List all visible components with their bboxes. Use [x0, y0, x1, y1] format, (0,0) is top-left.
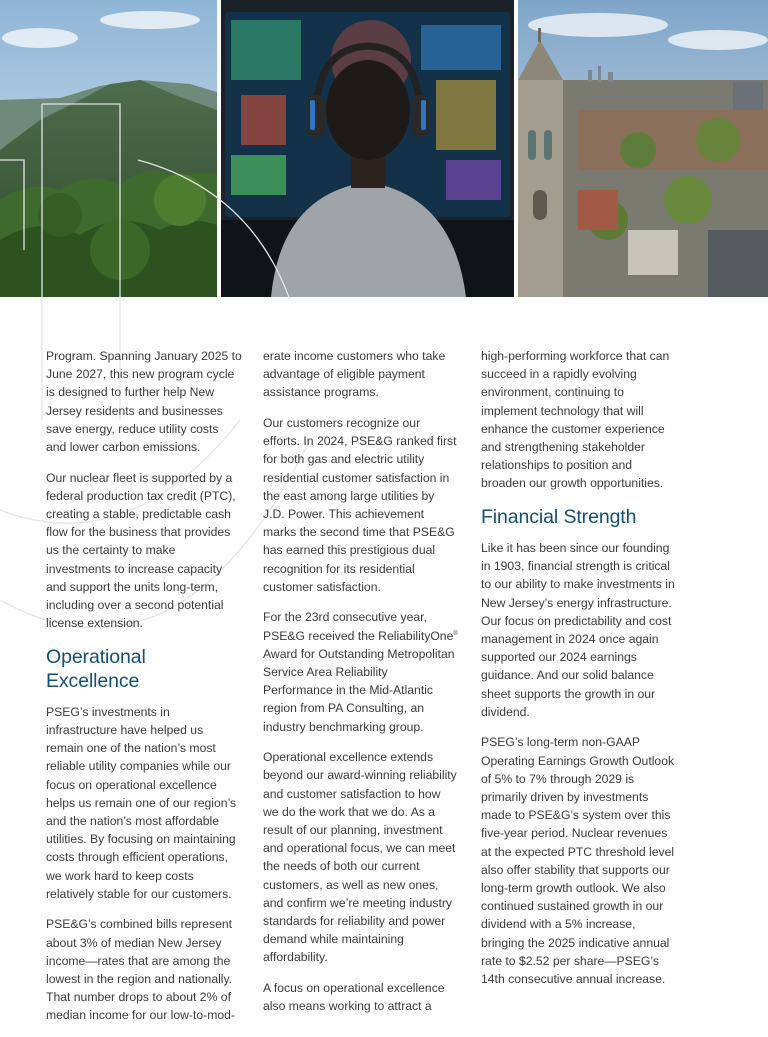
paragraph: Like it has been since our founding in 1903, financial strength is critical to our ability to make investments in New Jersey’s energy infrastructure. Our focus on predictability and cost management in 2024 once again supported our 2024 earnings guidance. And our solid balance sheet supports the growth in our dividend.	[481, 541, 675, 719]
mountain-landscape-photo	[0, 0, 217, 297]
paragraph: PSEG’s investments in infrastructure have helped us remain one of the nation’s most reliable utility companies while our focus on operational excellence helps us remain one of our region’s and the nation’s most affordable utilities. By focusing on maintaining costs through efficient operations, we work hard to keep costs relatively stable for our customers.	[46, 704, 237, 901]
registered-mark: ®	[453, 630, 458, 637]
paragraph: Our customers recognize our efforts. In 2024, PSE&G ranked first for both gas and electric utility residential customer satisfaction in the east among large utilities by J.D. Power. This achievement marks the second time that PSE&G has earned this prestigious dual recognition for its residential customer satisfaction.	[263, 416, 457, 594]
gamer-headphones-photo	[221, 0, 514, 297]
text-column-3	[481, 347, 677, 1001]
text-fragment: For the 23rd consecutive year, PSE&G received the ReliabilityOne	[263, 610, 454, 643]
paragraph: high-performing workforce that can succeed in a rapidly evolving environment, continuing to implement technology that will enhance the customer experience and strengthening stakeholder relationships to position and broaden our growth opportunities.	[481, 349, 670, 491]
photo-strip	[0, 0, 768, 297]
section-heading-financial-strength: Financial Strength	[481, 506, 637, 529]
paragraph: Program. Spanning January 2025 to June 2027, this new program cycle is designed to further help New Jersey residents and businesses save energy, reduce utility costs and lower carbon emissions.	[46, 349, 242, 455]
paragraph: erate income customers who take advantage of eligible payment assistance programs.	[263, 349, 446, 400]
paragraph: PSEG’s long-term non-GAAP Operating Earnings Growth Outlook of 5% to 7% through 2029 is primarily driven by investments made to PSE&G’s system over this five-year period. Nuclear revenues at the expected PTC threshold level also offer stability that supports our long-term growth outlook. We also continued sustained growth in our dividend with a 5% increase, bringing the 2025 indicative annual rate to $2.52 per share—PSEG’s 14th consecutive annual increase.	[481, 735, 675, 987]
section-heading-operational-excellence: Operational Excellence	[46, 645, 146, 692]
text-column-1	[46, 347, 242, 1037]
paragraph: A focus on operational excellence also means working to attract a	[263, 981, 445, 1014]
text-fragment: Award for Outstanding Metropolitan Service Area Reliability Performance in the Mid-Atlantic region from PA Consulting, an industry benchmarking group.	[263, 646, 455, 734]
paragraph: Our nuclear fleet is supported by a federal production tax credit (PTC), creating a stable, predictable cash flow for the business that provides us the certainty to make investments to increase capacity and support the units long-term, including over a second potential license extension.	[46, 470, 236, 631]
paragraph	[263, 608, 459, 735]
paragraph: Operational excellence extends beyond our award-winning reliability and customer satisfaction to how we do the work that we do. As a result of our planning, investment and operational focus, we can meet the needs of both our current customers, as well as new ones, and confirm we’re meeting industry standards for reliability and power demand while maintaining affordability.	[263, 750, 457, 965]
city-skyline-photo	[518, 0, 768, 297]
text-column-2	[263, 347, 459, 1028]
paragraph: PSE&G’s combined bills represent about 3% of median New Jersey income—rates that are among the lowest in the region and nationally. That number drops to about 2% of median income for our low-to-mod-	[46, 917, 235, 1023]
